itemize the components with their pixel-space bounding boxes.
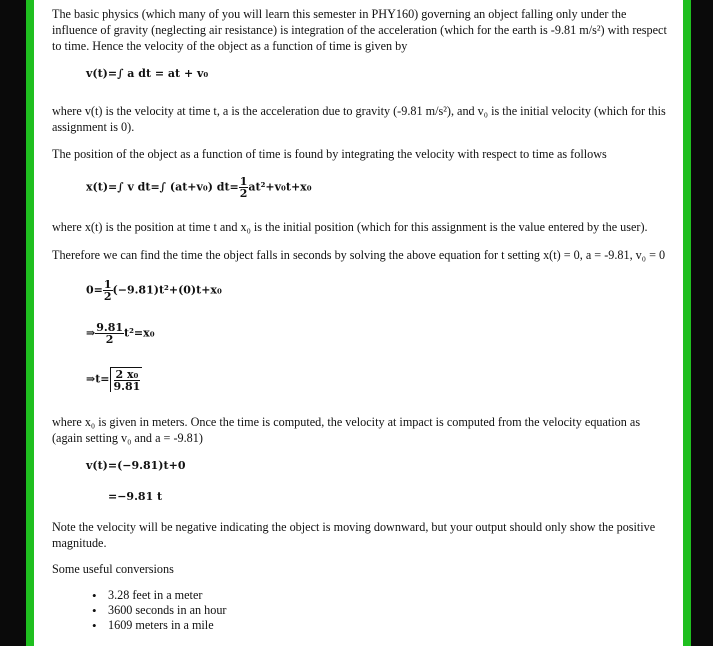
list-item: • 1609 meters in a mile [88, 618, 226, 633]
position-definition: where x(t) is the position at time t and x₀ is the initial position (which for this assignment is the value entered by the user). [52, 220, 648, 234]
intro-paragraph: The basic physics (which many of you will learn this semester in PHY160) governing an object falling only under the influence of gravity (neglecting air resistance) is integration of the acceleration (which for the earth is -9.81 m/s²) with respect to time. Hence the velocity of the object as a function of time is given by [52, 7, 667, 53]
fraction-denominator: 2 [105, 333, 114, 346]
velocity-definition: where v(t) is the velocity at time t, a is the acceleration due to gravity (-9.81 m/s²), and v₀ is the initial velocity (which for this assignment is 0). [52, 104, 666, 134]
square-root [110, 367, 143, 392]
fraction-denominator: 2 [103, 290, 112, 303]
position-equation-lhs: x(t)=∫ v dt=∫ (at+v₀) dt= [86, 180, 239, 194]
implies-arrow: ⇒ [86, 326, 96, 340]
list-item: • 3600 seconds in an hour [88, 603, 226, 618]
solve-equation [86, 279, 222, 302]
impact-velocity-equation: v(t)=(−9.81)t+0 [86, 459, 186, 472]
position-intro: The position of the object as a function of time is found by integrating the velocity with respect to time as follows [52, 147, 607, 161]
step2-tail: t²=x₀ [124, 326, 155, 340]
position-equation-tail: at²+v₀t+x₀ [248, 180, 312, 194]
step3-fraction [114, 369, 141, 392]
step3-lhs: t= [95, 372, 110, 386]
fraction-numerator: 2 x₀ [115, 368, 139, 381]
x0-note: where x₀ is given in meters. Once the time is computed, the velocity at impact is computed from the velocity equation as (again setting v₀ and a = -9.81) [52, 415, 641, 445]
right-green-stripe [683, 0, 691, 646]
right-border [683, 0, 713, 646]
conversions-list [88, 588, 226, 633]
solve-lhs: 0= [86, 283, 103, 297]
implies-arrow: ⇒ [86, 372, 96, 386]
step2-equation [86, 322, 155, 345]
impact-velocity-result: =−9.81 t [108, 490, 163, 503]
half-fraction [103, 279, 113, 302]
fraction-numerator: 1 [103, 278, 112, 291]
step3-equation [86, 367, 142, 392]
conversions-title: Some useful conversions [52, 562, 174, 576]
fraction-numerator: 1 [239, 175, 248, 188]
left-green-stripe [26, 0, 34, 646]
left-border [0, 0, 34, 646]
solve-intro: Therefore we can find the time the object falls in seconds by solving the above equation for t setting x(t) = 0, a = -9.81, v₀ = 0 [52, 248, 666, 262]
position-equation [86, 176, 312, 199]
fraction-numerator: 9.81 [96, 321, 124, 334]
fraction-denominator: 2 [239, 187, 248, 200]
velocity-equation: v(t)=∫ a dt = at + v₀ [86, 67, 209, 80]
note-paragraph: Note the velocity will be negative indicating the object is moving downward, but your output should only show the positive magnitude. [52, 520, 656, 550]
half-fraction [239, 176, 249, 199]
fraction-denominator: 9.81 [113, 380, 141, 393]
list-item: • 3.28 feet in a meter [88, 588, 226, 603]
step2-fraction [95, 322, 124, 345]
solve-rhs: (−9.81)t²+(0)t+x₀ [112, 283, 222, 297]
